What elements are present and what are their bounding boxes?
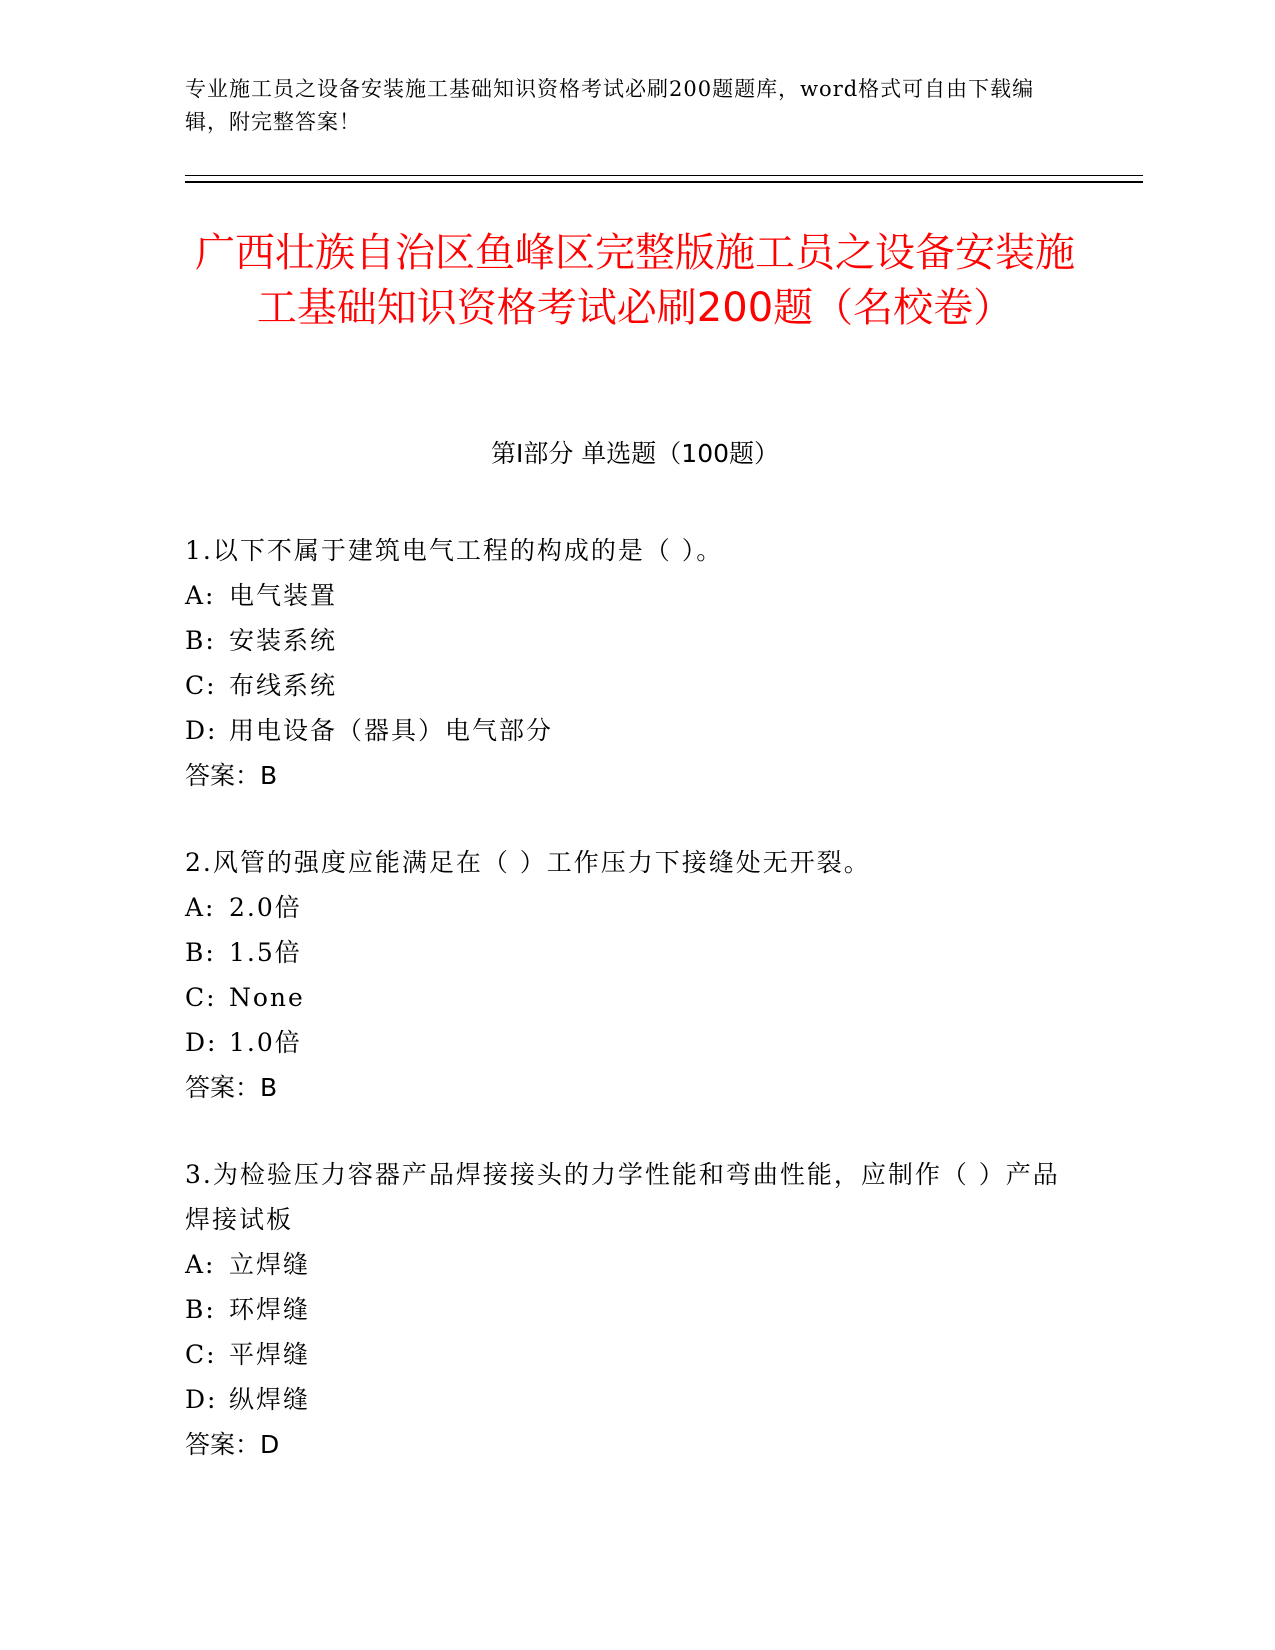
option-key: D: (185, 1028, 218, 1057)
answer: 答案：B (185, 1073, 278, 1102)
option-key: C: (185, 671, 217, 700)
option-text: 立焊缝 (229, 1250, 311, 1279)
option-d (185, 1020, 1065, 1065)
question-text: 1.以下不属于建筑电气工程的构成的是（ ）。 (185, 536, 724, 565)
question-3 (185, 1152, 1065, 1467)
option-text: 布线系统 (229, 671, 338, 700)
option-c (185, 663, 1065, 708)
option-d (185, 1377, 1065, 1422)
answer: 答案：D (185, 1430, 280, 1459)
option-text: None (229, 983, 305, 1012)
option-text: 电气装置 (229, 581, 338, 610)
option-text: 纵焊缝 (229, 1385, 311, 1414)
option-key: A: (185, 893, 216, 922)
option-text: 环焊缝 (229, 1295, 311, 1324)
option-key: A: (185, 1250, 216, 1279)
option-b (185, 1287, 1065, 1332)
option-key: D: (185, 716, 218, 745)
answer: 答案：B (185, 761, 278, 790)
option-key: A: (185, 581, 216, 610)
header-divider-top (185, 175, 1143, 176)
header-divider-bottom (185, 181, 1143, 183)
option-text: 平焊缝 (229, 1340, 311, 1369)
question-list (185, 528, 1065, 1509)
option-text: 2.0倍 (229, 893, 302, 922)
option-text: 1.5倍 (229, 938, 302, 967)
option-text: 1.0倍 (229, 1028, 302, 1057)
option-key: C: (185, 1340, 217, 1369)
option-a (185, 573, 1065, 618)
question-1 (185, 528, 1065, 798)
option-d (185, 708, 1065, 753)
option-key: B: (185, 626, 216, 655)
question-text: 3.为检验压力容器产品焊接接头的力学性能和弯曲性能，应制作（ ）产品焊接试板 (185, 1160, 1060, 1234)
option-key: B: (185, 938, 216, 967)
option-text: 用电设备（器具）电气部分 (229, 716, 554, 745)
option-b (185, 930, 1065, 975)
option-c (185, 975, 1065, 1020)
option-b (185, 618, 1065, 663)
question-text: 2.风管的强度应能满足在（ ）工作压力下接缝处无开裂。 (185, 848, 871, 877)
option-key: C: (185, 983, 217, 1012)
option-a (185, 1242, 1065, 1287)
option-a (185, 885, 1065, 930)
header-note: 专业施工员之设备安装施工基础知识资格考试必刷200题题库，word格式可自由下载编辑，附完整答案！ (185, 77, 1035, 134)
option-key: D: (185, 1385, 218, 1414)
document-title: 广西壮族自治区鱼峰区完整版施工员之设备安装施工基础知识资格考试必刷200题（名校卷） (195, 230, 1075, 331)
option-text: 安装系统 (229, 626, 338, 655)
question-2 (185, 840, 1065, 1110)
option-key: B: (185, 1295, 216, 1324)
section-heading: 第I部分 单选题（100题） (490, 439, 780, 468)
option-c (185, 1332, 1065, 1377)
